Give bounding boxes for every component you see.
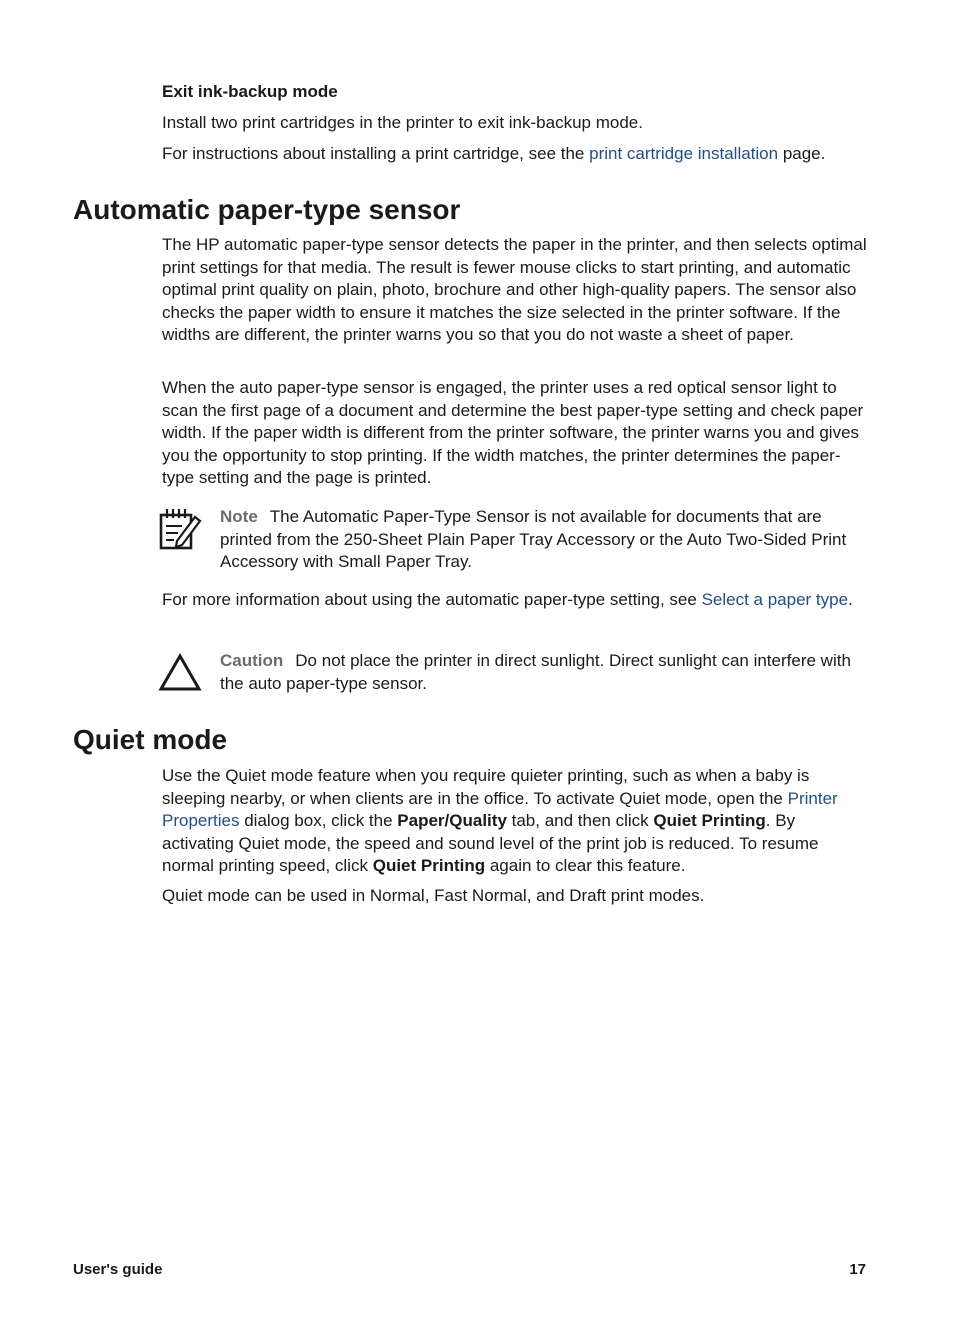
text-run: For instructions about installing a print cartridge, see the [162,144,590,163]
text-run: again to clear this feature. [485,856,686,875]
quiet-printing-label: Quiet Printing [653,811,766,830]
text-run: For more information about using the automatic paper-type setting, see [162,590,702,609]
note-text [220,506,868,574]
caution-label: Caution [220,651,284,670]
caution-triangle-icon [158,652,202,697]
quiet-mode-paragraph [162,765,868,878]
exit-ink-backup-heading: Exit ink-backup mode [162,82,338,101]
text-run: . [848,590,853,609]
printer-properties-link[interactable]: Printer Properties [162,788,838,830]
caution-text [220,650,868,695]
footer-guide-title: User's guide [73,1261,163,1278]
text-run: tab, and then click [506,811,654,830]
note-box [158,506,870,576]
more-information-paragraph [162,589,868,612]
exit-ink-backup-paragraph: Install two print cartridges in the printer to exit ink-backup mode. [162,113,643,132]
installation-instructions-paragraph [162,143,868,166]
sensor-intro-paragraph: The HP automatic paper-type sensor detects the paper in the printer, and then selects optimal print settings for that media. The result is fewer mouse clicks to start printing, and automatic optimal print quality on plain, photo, brochure and other high-quality papers. The sensor also checks the paper width to ensure it matches the size selected in the printer software. If the widths are different, the printer warns you so that you do not waste a sheet of paper. [162,235,867,344]
sensor-engaged-paragraph: When the auto paper-type sensor is engaged, the printer uses a red optical sensor light to scan the first page of a document and determine the best paper-type setting and check paper width. If the paper width is different from the printer software, the printer warns you and gives you the opportunity to stop printing. If the width matches, the printer determines the paper-type setting and the page is printed. [162,378,864,487]
text-run: dialog box, click the [239,811,398,830]
select-paper-type-link[interactable]: Select a paper type [701,590,849,609]
quiet-printing-label: Quiet Printing [372,856,486,875]
paper-quality-tab-label: Paper/Quality [397,811,507,830]
caution-box [158,650,870,700]
text-run: page. [778,144,826,163]
note-label: Note [220,507,258,526]
automatic-paper-type-sensor-title: Automatic paper-type sensor [73,194,461,225]
text-run: Use the Quiet mode feature when you require quieter printing, such as when a baby is sleeping nearby, or when clients are in the office. To activate Quiet mode, open the [162,766,810,808]
quiet-mode-availability-paragraph: Quiet mode can be used in Normal, Fast Normal, and Draft print modes. [162,886,705,905]
print-cartridge-installation-link[interactable]: print cartridge installation [589,144,779,163]
text-run: . By activating Quiet mode, the speed and sound level of the print job is reduced. To resume normal printing speed, click [162,811,819,875]
note-pad-pencil-icon [158,506,204,557]
footer-page-number: 17 [849,1261,866,1278]
caution-body: Do not place the printer in direct sunlight. Direct sunlight can interfere with the auto paper-type sensor. [220,651,851,693]
quiet-mode-title: Quiet mode [73,724,228,755]
note-body: The Automatic Paper-Type Sensor is not available for documents that are printed from the 250-Sheet Plain Paper Tray Accessory or the Auto Two-Sided Print Accessory with Small Paper Tray. [220,507,847,571]
